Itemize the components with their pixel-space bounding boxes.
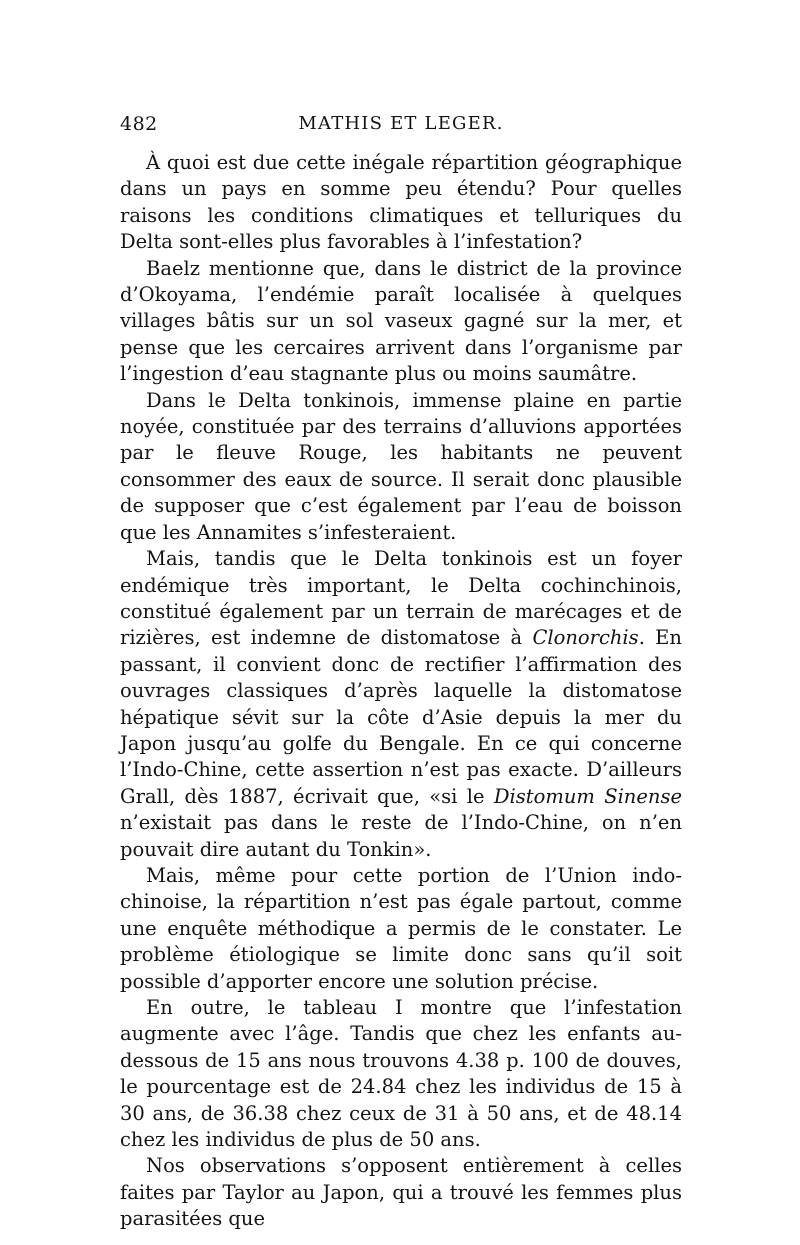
paragraph <box>120 150 682 256</box>
text-run: n’existait pas dans le reste de l’Indo-Chine, on n’en pouvait dire autant du Tonkin». <box>120 811 682 861</box>
text-run: En outre, le tableau I montre que l’infestation augmente avec l’âge. Tandis que chez les enfants au-dessous de 15 ans nous trouvons 4.38 p. 100 de douves, le pourcentage est de 24.84 chez les individus de 15 à 30 ans, de 36.38 chez ceux de 31 à 50 ans, et de 48.14 chez les individus de plus de 50 ans. <box>120 996 682 1152</box>
page-header <box>120 113 682 141</box>
body-text <box>120 150 682 1233</box>
paragraph <box>120 256 682 388</box>
text-run: Mais, même pour cette portion de l’Union indo-chinoise, la répartition n’est pas égale partout, comme une enquête méthodique a permis de le constater. Le problème étiologique se limite donc sans qu’il soit possible d’apporter encore une solution précise. <box>120 863 682 993</box>
paragraph <box>120 995 682 1153</box>
paragraph <box>120 863 682 995</box>
paragraph <box>120 546 682 863</box>
paragraph <box>120 388 682 546</box>
running-title: MATHIS ET LEGER. <box>298 113 504 134</box>
text-run: Nos observations s’opposent entièrement à celles faites par Taylor au Japon, qui a trouvé les femmes plus parasitées que <box>120 1154 682 1231</box>
text-run: Mais, tandis que le Delta tonkinois est un foyer endémique très important, le Delta cochinchinois, constitué également par un terrain de marécages et de rizières, est indemne de distomatose à <box>120 547 682 650</box>
page-number: 482 <box>120 113 158 135</box>
text-run: Baelz mentionne que, dans le district de la province d’Okoyama, l’endémie paraît localisée à quelques villages bâtis sur un sol vaseux gagné sur la mer, et pense que les cercaires arrivent dans l’organisme par l’ingestion d’eau stagnante plus ou moins saumâtre. <box>120 256 682 386</box>
italic-term: Clonorchis <box>532 626 639 650</box>
text-run: . En passant, il convient donc de rectifier l’affirmation des ouvrages classiques d’après laquelle la distomatose hépatique sévit sur la côte d’Asie depuis la mer du Japon jusqu’au golfe du Bengale. En ce qui concerne l’Indo-Chine, cette assertion n’est pas exacte. D’ailleurs Grall, dès 1887, écrivait que, «si le <box>120 626 682 808</box>
italic-term: Distomum Sinense <box>493 784 683 808</box>
text-run: Dans le Delta tonkinois, immense plaine en partie noyée, constituée par des terrains d’alluvions apportées par le fleuve Rouge, les habitants ne peuvent consommer des eaux de source. Il serait donc plausible de supposer que c’est également par l’eau de boisson que les Annamites s’infesteraient. <box>120 388 682 544</box>
text-run: À quoi est due cette inégale répartition géographique dans un pays en somme peu étendu? Pour quelles raisons les conditions climatiques et telluriques du Delta sont-elles plus favorables à l’infestation? <box>120 151 682 254</box>
paragraph <box>120 1153 682 1232</box>
